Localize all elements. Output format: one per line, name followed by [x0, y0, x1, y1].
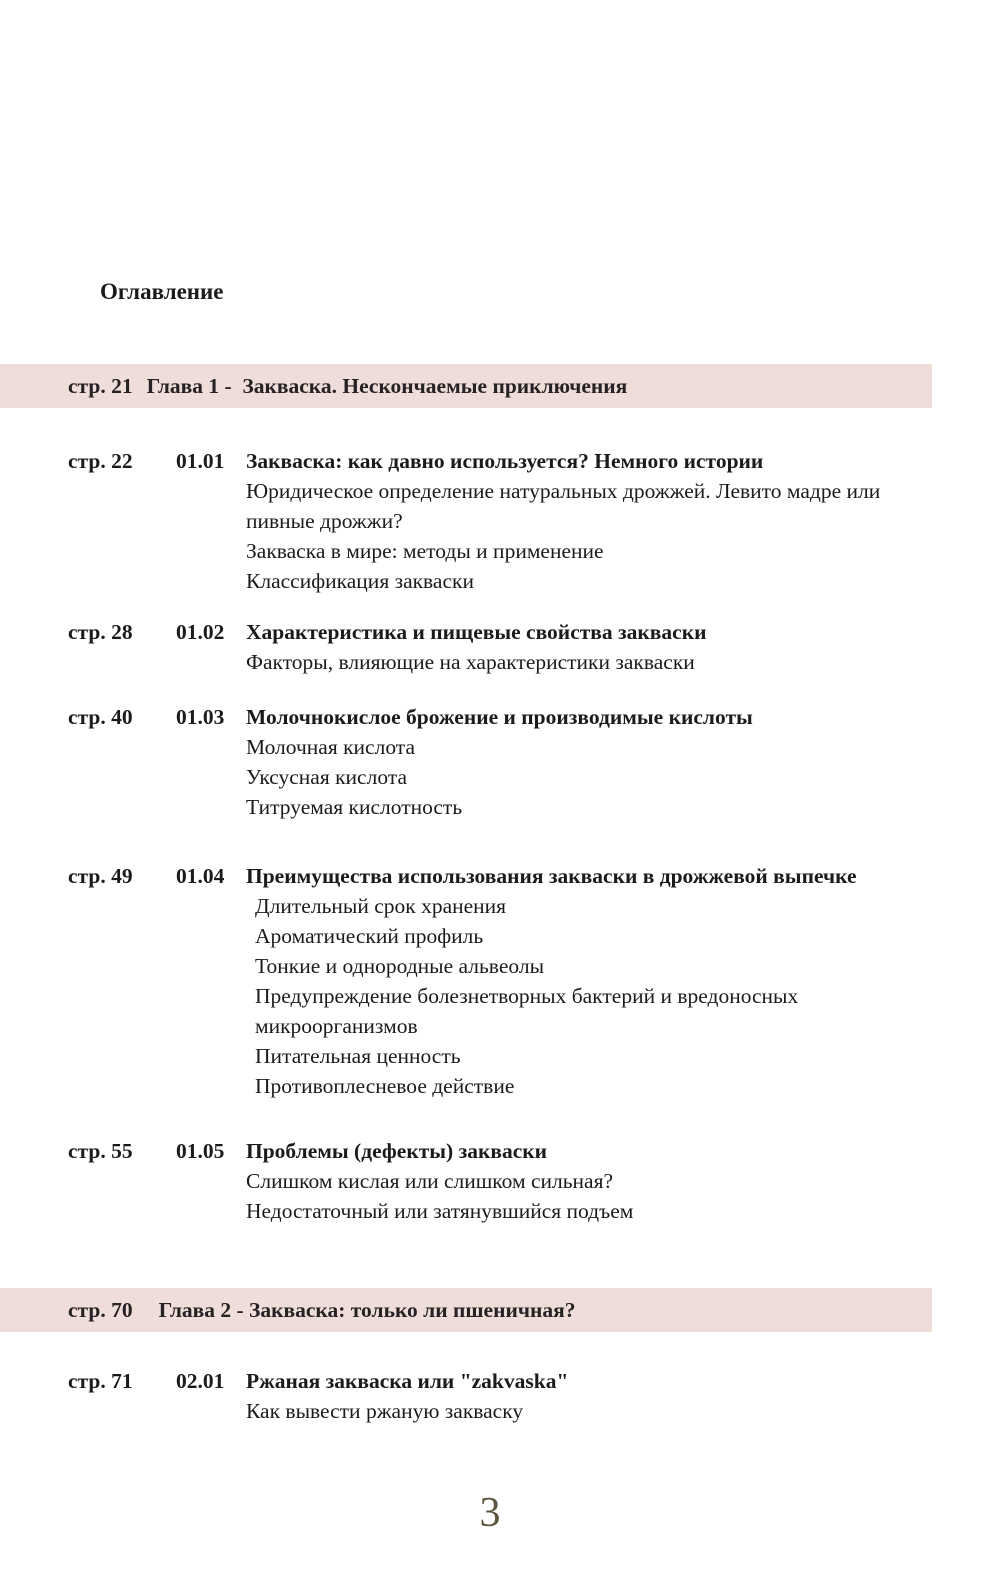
entry-section-number: 01.04 — [176, 864, 225, 888]
chapter-1-title: Глава 1 - Закваска. Нескончаемые приключения — [146, 373, 628, 398]
entry-section-number: 01.02 — [176, 620, 225, 644]
chapter-2-title: Глава 2 - Закваска: только ли пшеничная? — [158, 1297, 576, 1322]
entry-sub-item: Титруемая кислотность — [246, 795, 463, 819]
entry-sub-item: Как вывести ржаную закваску — [246, 1399, 524, 1423]
entry-title: Ржаная закваска или "zakvaska" — [246, 1369, 569, 1393]
entry-sub-item: Слишком кислая или слишком сильная? — [246, 1169, 614, 1193]
entry-sub-item: Предупреждение болезнетворных бактерий и вредоносных микроорганизмов — [255, 984, 799, 1038]
entry-section-number: 01.05 — [176, 1139, 225, 1163]
chapter-2-page-ref: стр. 70 — [68, 1297, 133, 1322]
entry-body — [246, 1366, 901, 1426]
entry-page-ref: стр. 55 — [68, 1139, 133, 1163]
entry-sub-item: Питательная ценность — [255, 1044, 461, 1068]
entry-sub-item: Молочная кислота — [246, 735, 415, 759]
entry-sub-item: Факторы, влияющие на характеристики закваски — [246, 650, 695, 674]
entry-title: Молочнокислое брожение и производимые кислоты — [246, 705, 753, 729]
toc-entry-01-05 — [0, 1136, 901, 1226]
chapter-1-page-ref: стр. 21 — [68, 373, 133, 398]
entry-section-number: 02.01 — [176, 1369, 225, 1393]
entry-body — [246, 861, 901, 1101]
entry-sub-item: Юридическое определение натуральных дрожжей. Левито мадре или пивные дрожжи? — [246, 479, 881, 533]
entry-page-ref: стр. 40 — [68, 705, 133, 729]
entry-sub-item: Закваска в мире: методы и применение — [246, 539, 604, 563]
entry-title: Закваска: как давно используется? Немного истории — [246, 449, 764, 473]
toc-entry-01-01 — [0, 446, 901, 596]
entry-body — [246, 446, 901, 596]
entry-page-ref: стр. 28 — [68, 620, 133, 644]
entry-page-ref: стр. 71 — [68, 1369, 133, 1393]
entry-sub-item: Тонкие и однородные альвеолы — [255, 954, 545, 978]
toc-entry-01-04 — [0, 861, 901, 1101]
entry-sub-item: Противоплесневое действие — [255, 1074, 515, 1098]
entry-sub-item: Длительный срок хранения — [255, 894, 507, 918]
toc-entry-01-02 — [0, 617, 901, 677]
toc-entry-02-01 — [0, 1366, 901, 1426]
entry-page-ref: стр. 49 — [68, 864, 133, 888]
page-number: 3 — [479, 1490, 501, 1536]
entry-sub-item: Ароматический профиль — [255, 924, 484, 948]
entry-sub-item: Уксусная кислота — [246, 765, 407, 789]
entry-body — [246, 702, 901, 822]
page-title: Оглавление — [100, 279, 224, 304]
entry-section-number: 01.03 — [176, 705, 225, 729]
entry-body — [246, 1136, 901, 1226]
entry-title: Преимущества использования закваски в дрожжевой выпечке — [246, 864, 857, 888]
entry-body — [246, 617, 901, 677]
entry-sub-item: Классификация закваски — [246, 569, 474, 593]
entry-title: Характеристика и пищевые свойства закваски — [246, 620, 707, 644]
chapter-1-banner — [0, 364, 932, 408]
entry-title: Проблемы (дефекты) закваски — [246, 1139, 548, 1163]
toc-entry-01-03 — [0, 702, 901, 822]
entry-sub-item: Недостаточный или затянувшийся подъем — [246, 1199, 634, 1223]
entry-page-ref: стр. 22 — [68, 449, 133, 473]
entry-section-number: 01.01 — [176, 449, 225, 473]
chapter-2-banner — [0, 1288, 932, 1332]
